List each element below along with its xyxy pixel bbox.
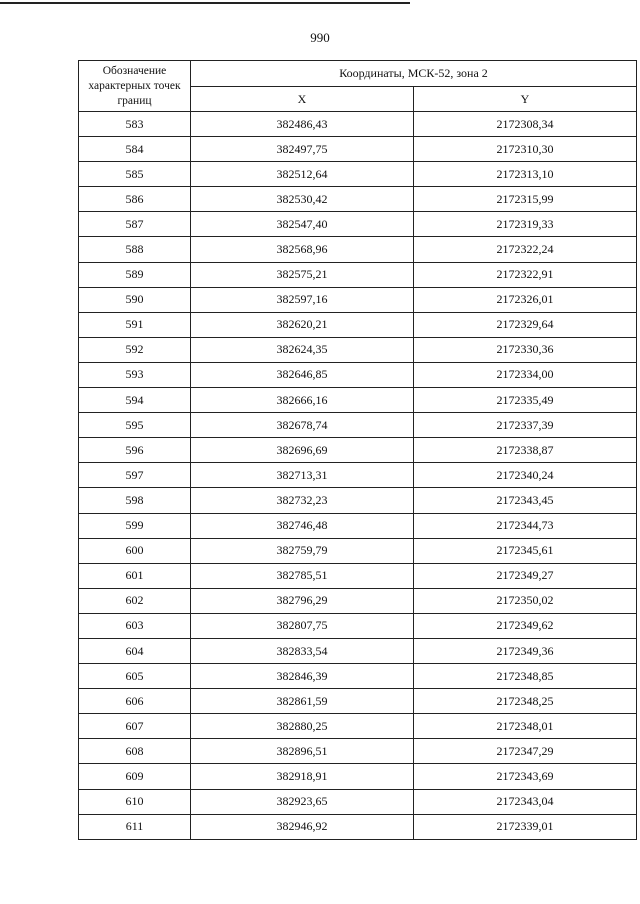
- cell-y: 2172313,10: [414, 162, 637, 187]
- cell-x: 382547,40: [191, 212, 414, 237]
- cell-point-id: 583: [79, 112, 191, 137]
- cell-y: 2172348,25: [414, 689, 637, 714]
- cell-x: 382833,54: [191, 638, 414, 663]
- table-row: [79, 413, 637, 438]
- table-row: [79, 764, 637, 789]
- cell-x: 382796,29: [191, 588, 414, 613]
- cell-y: 2172337,39: [414, 413, 637, 438]
- header-x: X: [191, 87, 414, 112]
- cell-y: 2172347,29: [414, 739, 637, 764]
- table-row: [79, 438, 637, 463]
- table-row: [79, 212, 637, 237]
- cell-x: 382597,16: [191, 287, 414, 312]
- table-row: [79, 137, 637, 162]
- cell-y: 2172322,91: [414, 262, 637, 287]
- cell-x: 382918,91: [191, 764, 414, 789]
- cell-x: 382880,25: [191, 714, 414, 739]
- table-row: [79, 789, 637, 814]
- cell-y: 2172350,02: [414, 588, 637, 613]
- page-number: 990: [310, 30, 330, 45]
- cell-point-id: 602: [79, 588, 191, 613]
- cell-x: 382568,96: [191, 237, 414, 262]
- header-y: Y: [414, 87, 637, 112]
- table-row: [79, 563, 637, 588]
- cell-y: 2172344,73: [414, 513, 637, 538]
- cell-point-id: 610: [79, 789, 191, 814]
- table-row: [79, 814, 637, 839]
- cell-x: 382732,23: [191, 488, 414, 513]
- cell-x: 382759,79: [191, 538, 414, 563]
- cell-x: 382512,64: [191, 162, 414, 187]
- cell-point-id: 598: [79, 488, 191, 513]
- table-row: [79, 262, 637, 287]
- cell-point-id: 601: [79, 563, 191, 588]
- cell-y: 2172348,85: [414, 664, 637, 689]
- table-row: [79, 187, 637, 212]
- table-row: [79, 287, 637, 312]
- header-coordinate-system: Координаты, МСК-52, зона 2: [191, 61, 637, 87]
- table-row: [79, 714, 637, 739]
- cell-point-id: 589: [79, 262, 191, 287]
- cell-x: 382530,42: [191, 187, 414, 212]
- table-row: [79, 312, 637, 337]
- cell-y: 2172319,33: [414, 212, 637, 237]
- table-row: [79, 638, 637, 663]
- cell-point-id: 585: [79, 162, 191, 187]
- cell-y: 2172339,01: [414, 814, 637, 839]
- cell-x: 382696,69: [191, 438, 414, 463]
- table-row: [79, 664, 637, 689]
- cell-x: 382896,51: [191, 739, 414, 764]
- table-row: [79, 739, 637, 764]
- cell-point-id: 591: [79, 312, 191, 337]
- cell-x: 382923,65: [191, 789, 414, 814]
- cell-y: 2172343,45: [414, 488, 637, 513]
- cell-y: 2172322,24: [414, 237, 637, 262]
- cell-y: 2172310,30: [414, 137, 637, 162]
- cell-x: 382678,74: [191, 413, 414, 438]
- cell-y: 2172343,04: [414, 789, 637, 814]
- cell-point-id: 586: [79, 187, 191, 212]
- cell-x: 382946,92: [191, 814, 414, 839]
- cell-point-id: 608: [79, 739, 191, 764]
- cell-point-id: 603: [79, 613, 191, 638]
- cell-y: 2172315,99: [414, 187, 637, 212]
- header-point-label: Обозначение характерных точек границ: [79, 61, 191, 112]
- cell-x: 382846,39: [191, 664, 414, 689]
- cell-point-id: 595: [79, 413, 191, 438]
- cell-y: 2172308,34: [414, 112, 637, 137]
- table-row: [79, 463, 637, 488]
- cell-x: 382785,51: [191, 563, 414, 588]
- cell-point-id: 587: [79, 212, 191, 237]
- cell-x: 382746,48: [191, 513, 414, 538]
- table-row: [79, 337, 637, 362]
- table-row: [79, 513, 637, 538]
- cell-y: 2172335,49: [414, 388, 637, 413]
- cell-point-id: 609: [79, 764, 191, 789]
- cell-point-id: 600: [79, 538, 191, 563]
- cell-x: 382807,75: [191, 613, 414, 638]
- table-row: [79, 689, 637, 714]
- cell-y: 2172349,27: [414, 563, 637, 588]
- table-row: [79, 112, 637, 137]
- cell-y: 2172349,62: [414, 613, 637, 638]
- cell-y: 2172345,61: [414, 538, 637, 563]
- cell-y: 2172334,00: [414, 362, 637, 387]
- cell-point-id: 607: [79, 714, 191, 739]
- cell-y: 2172343,69: [414, 764, 637, 789]
- cell-point-id: 599: [79, 513, 191, 538]
- table-row: [79, 588, 637, 613]
- cell-point-id: 592: [79, 337, 191, 362]
- cell-point-id: 588: [79, 237, 191, 262]
- table-row: [79, 162, 637, 187]
- coordinates-table: [78, 60, 637, 840]
- top-rule-divider: [0, 2, 410, 4]
- cell-y: 2172348,01: [414, 714, 637, 739]
- cell-point-id: 604: [79, 638, 191, 663]
- cell-y: 2172326,01: [414, 287, 637, 312]
- cell-x: 382861,59: [191, 689, 414, 714]
- table-row: [79, 362, 637, 387]
- table-row: [79, 613, 637, 638]
- cell-x: 382497,75: [191, 137, 414, 162]
- cell-y: 2172340,24: [414, 463, 637, 488]
- cell-x: 382624,35: [191, 337, 414, 362]
- cell-point-id: 594: [79, 388, 191, 413]
- cell-point-id: 606: [79, 689, 191, 714]
- cell-x: 382713,31: [191, 463, 414, 488]
- cell-point-id: 605: [79, 664, 191, 689]
- cell-point-id: 590: [79, 287, 191, 312]
- cell-point-id: 596: [79, 438, 191, 463]
- cell-point-id: 597: [79, 463, 191, 488]
- cell-x: 382486,43: [191, 112, 414, 137]
- cell-point-id: 611: [79, 814, 191, 839]
- cell-y: 2172330,36: [414, 337, 637, 362]
- cell-x: 382646,85: [191, 362, 414, 387]
- table-row: [79, 388, 637, 413]
- cell-point-id: 584: [79, 137, 191, 162]
- table-row: [79, 488, 637, 513]
- cell-point-id: 593: [79, 362, 191, 387]
- cell-x: 382666,16: [191, 388, 414, 413]
- table-row: [79, 538, 637, 563]
- table-body: [79, 112, 637, 840]
- cell-y: 2172338,87: [414, 438, 637, 463]
- cell-y: 2172349,36: [414, 638, 637, 663]
- cell-x: 382575,21: [191, 262, 414, 287]
- cell-y: 2172329,64: [414, 312, 637, 337]
- cell-x: 382620,21: [191, 312, 414, 337]
- table-row: [79, 237, 637, 262]
